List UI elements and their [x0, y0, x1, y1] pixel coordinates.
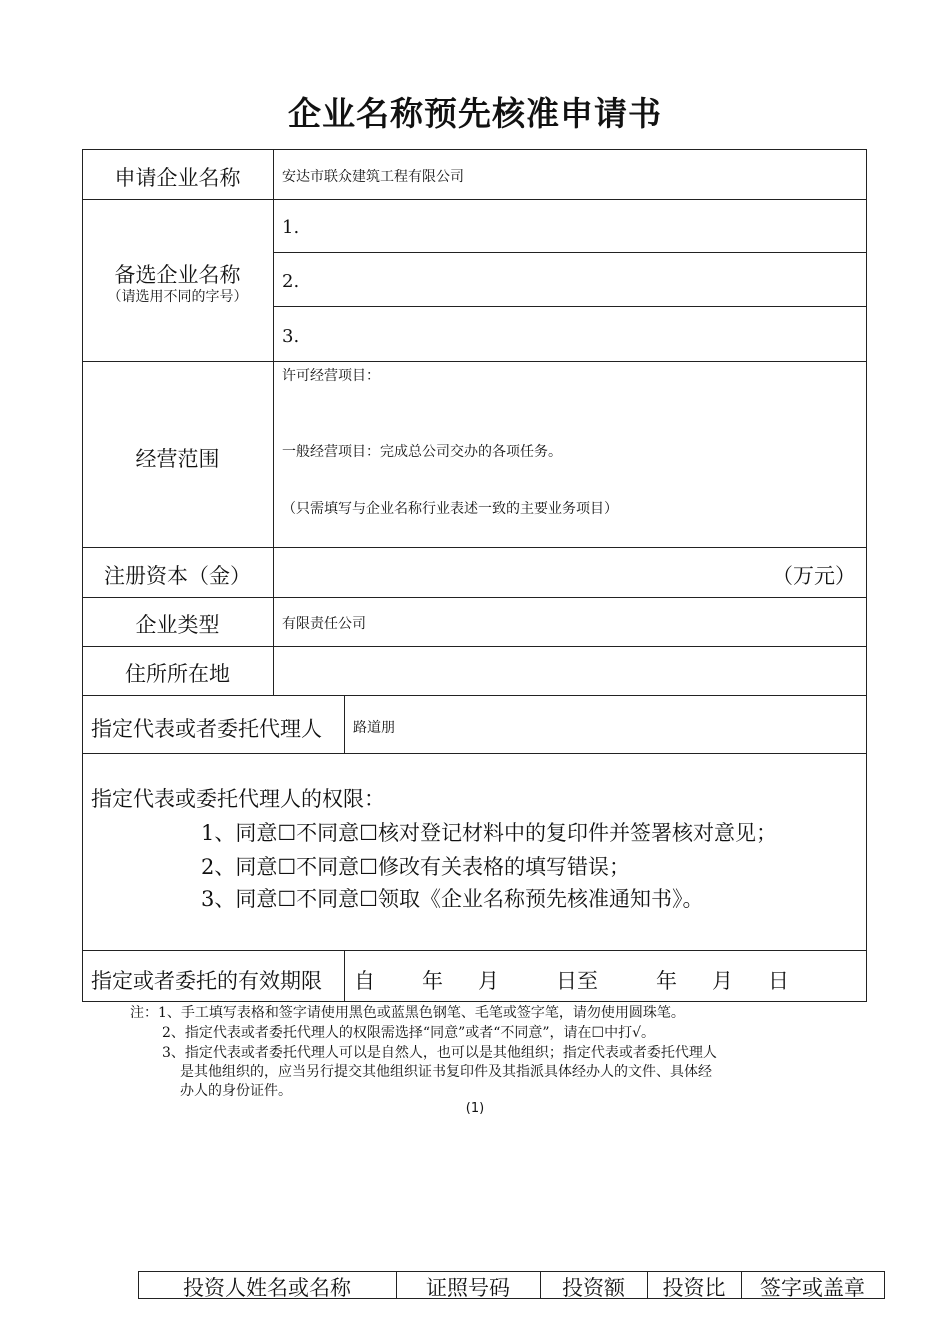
investor-header-amount: 投资额 — [562, 1276, 625, 1300]
validity-year-1: 年 — [422, 969, 443, 993]
enterprise-type-label: 企业类型 — [135, 613, 220, 637]
investor-header-signature: 签字或盖章 — [760, 1276, 865, 1300]
note-3: 3、指定代表或者委托代理人可以是自然人，也可以是其他组织；指定代表或者委托代理人 — [162, 1045, 717, 1061]
validity-month-2: 月 — [712, 969, 733, 993]
validity-day-to: 日至 — [556, 969, 598, 993]
validity-month-1: 月 — [478, 969, 499, 993]
page-title: 企业名称预先核准申请书 — [288, 94, 662, 133]
validity-year-2: 年 — [656, 969, 677, 993]
note-2: 2、指定代表或者委托代理人的权限需选择“同意”或者“不同意”，请在☐中打√。 — [162, 1025, 656, 1041]
alternate-name-3: 3. — [282, 326, 300, 347]
address-label: 住所所在地 — [125, 662, 230, 686]
agent-value: 路道朋 — [353, 720, 395, 736]
validity-from: 自 — [354, 969, 375, 993]
authority-item-2: 2、同意☐不同意☐修改有关表格的填写错误； — [201, 855, 631, 879]
validity-day-2: 日 — [768, 969, 789, 993]
business-scope-label: 经营范围 — [135, 447, 220, 471]
note-1: 注：1、手工填写表格和签字请使用黑色或蓝黑色钢笔、毛笔或签字笔，请勿使用圆珠笔。 — [130, 1005, 685, 1021]
authority-item-3: 3、同意☐不同意☐领取《企业名称预先核准通知书》。 — [201, 887, 704, 911]
registered-capital-label: 注册资本（金） — [104, 564, 251, 588]
company-name-value: 安达市联众建筑工程有限公司 — [282, 169, 464, 185]
investor-header-ratio: 投资比 — [662, 1276, 726, 1300]
investor-header-name: 投资人姓名或名称 — [183, 1276, 351, 1300]
note-3-cont-2: 办人的身份证件。 — [180, 1083, 292, 1099]
alternate-name-1: 1. — [282, 217, 300, 238]
company-name-label: 申请企业名称 — [114, 166, 241, 190]
authority-item-1: 1、同意☐不同意☐核对登记材料中的复印件并签署核对意见； — [201, 821, 778, 845]
authority-heading: 指定代表或委托代理人的权限： — [91, 787, 385, 811]
note-3-cont-1: 是其他组织的，应当另行提交其他组织证书复印件及其指派具体经办人的文件、具体经 — [180, 1064, 712, 1080]
business-scope-note: （只需填写与企业名称行业表述一致的主要业务项目） — [282, 501, 618, 517]
enterprise-type-value: 有限责任公司 — [282, 616, 366, 632]
validity-label: 指定或者委托的有效期限 — [91, 969, 322, 993]
page-number: (1) — [465, 1101, 485, 1116]
licensed-items: 许可经营项目： — [282, 368, 380, 384]
alternate-name-2: 2. — [282, 271, 300, 292]
general-items: 一般经营项目：完成总公司交办的各项任务。 — [282, 444, 562, 460]
alternate-names-note: （请选用不同的字号） — [107, 289, 248, 305]
investor-header-license: 证照号码 — [426, 1276, 510, 1300]
registered-capital-unit: （万元） — [772, 564, 856, 588]
alternate-names-label: 备选企业名称 — [114, 263, 241, 287]
agent-label: 指定代表或者委托代理人 — [91, 717, 322, 741]
